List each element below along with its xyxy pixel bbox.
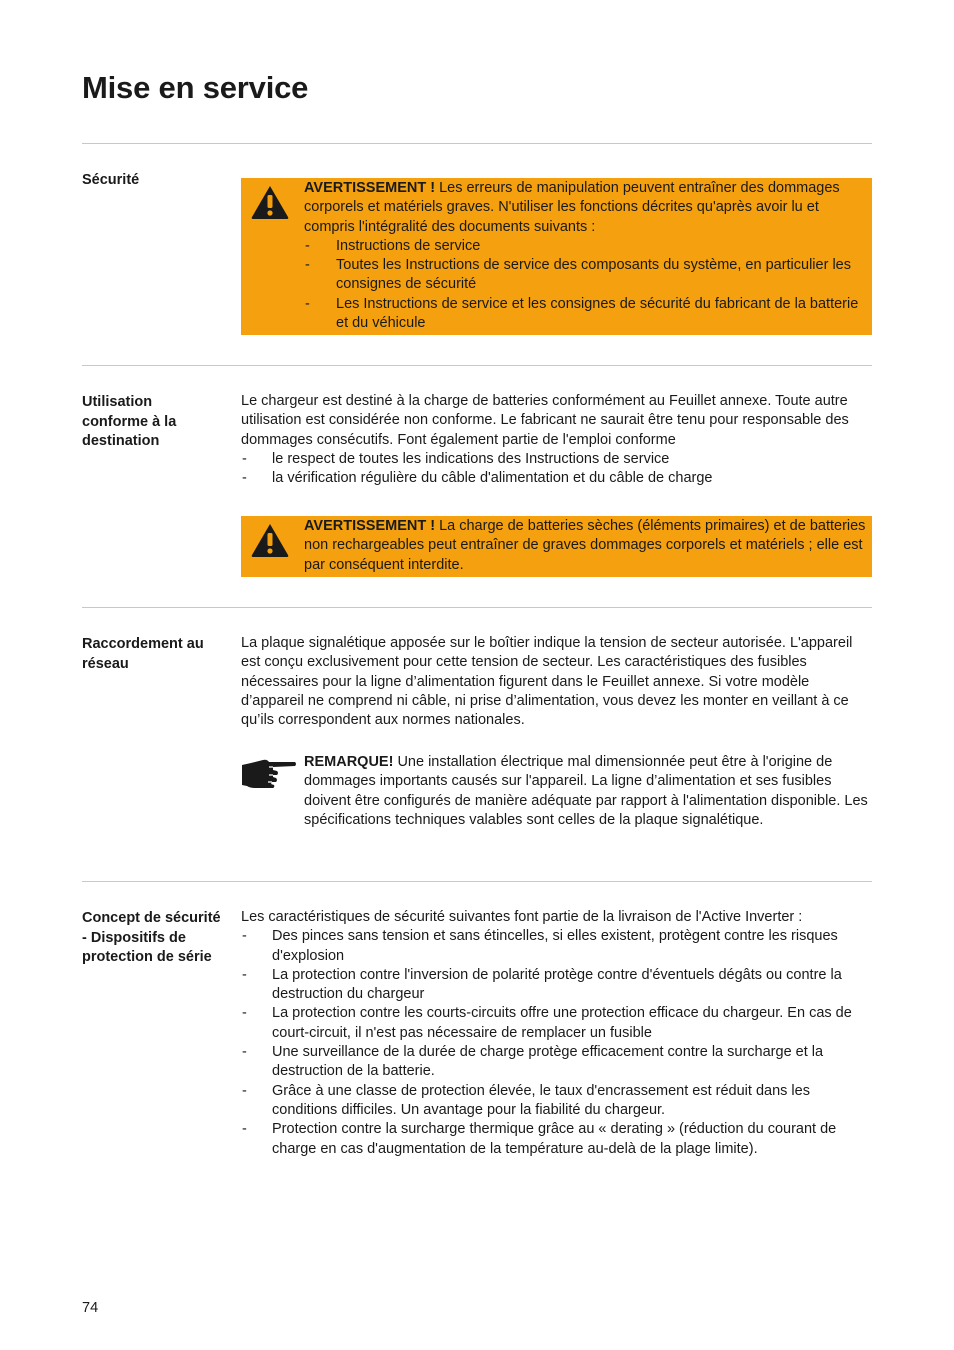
list-item: - le respect de toutes les indications des Instructions de service bbox=[241, 450, 872, 469]
list-item: - Protection contre la surcharge thermique grâce au « derating » (réduction du courant de charge en cas d'augmentation de la température au-delà de la plage limite). bbox=[241, 1120, 872, 1159]
warning-box-securite bbox=[241, 178, 872, 335]
list-item: - Des pinces sans tension et sans étincelles, si elles existent, protègent contre les risques d'explosion bbox=[241, 927, 872, 966]
section-heading-raccordement: Raccordement au réseau bbox=[82, 636, 204, 672]
section-heading-securite: Sécurité bbox=[82, 172, 140, 188]
page-title: Mise en service bbox=[82, 70, 309, 105]
list-item: - Grâce à une classe de protection élevée, le taux d'encrassement est réduit dans les conditions difficiles. Un avantage pour la fiabilité du chargeur. bbox=[241, 1082, 872, 1121]
section-body-concept-securite bbox=[241, 908, 872, 1159]
list-item: - La protection contre l'inversion de polarité protège contre d'éventuels dégâts ou contre la destruction du chargeur bbox=[241, 966, 872, 1005]
list-item: - Les Instructions de service et les consignes de sécurité du fabricant de la batterie et du véhicule bbox=[304, 295, 870, 334]
note-label: REMARQUE! bbox=[304, 754, 394, 770]
paragraph: La plaque signalétique apposée sur le boîtier indique la tension de secteur autorisée. L'appareil est conçu exclusivement pour cette tension de secteur. Les caractéristiques des fusibles nécessaires pour la ligne d’alimentation figurent dans le Feuillet annexe. Si votre modèle d’appareil ne comprend ni câble, ni prise d’alimentation, vous devez les monter en veillant à ce qu’ils correspondent aux normes nationales. bbox=[241, 635, 853, 729]
note-text: Une installation électrique mal dimensionnée peut être à l'origine de dommages importants causés sur l'appareil. La ligne d’alimentation et ses fusibles doivent être configurés de manière adéquate par rapport à l'alimentation disponible. Les spécifications techniques valables sont celles de la plaque signalétique. bbox=[304, 754, 868, 828]
page-number: 74 bbox=[82, 1300, 99, 1316]
bullet-list bbox=[241, 927, 872, 1159]
list-item: - Une surveillance de la durée de charge protège efficacement contre la surcharge et la destruction de la batterie. bbox=[241, 1043, 872, 1082]
section-divider bbox=[82, 143, 872, 144]
section-divider bbox=[82, 881, 872, 882]
section-divider bbox=[82, 607, 872, 608]
warning-label: AVERTISSEMENT ! bbox=[304, 180, 436, 196]
paragraph: Les caractéristiques de sécurité suivantes font partie de la livraison de l'Active Inverter : bbox=[241, 909, 803, 925]
warning-triangle-icon bbox=[250, 522, 290, 558]
section-divider bbox=[82, 365, 872, 366]
list-item: - la vérification régulière du câble d'alimentation et du câble de charge bbox=[241, 469, 872, 488]
warning-list bbox=[304, 237, 870, 333]
note-box-raccordement bbox=[241, 753, 872, 830]
warning-text: Les erreurs de manipulation peuvent entraîner des dommages corporels et matériels graves. N'utiliser les fonctions décrites qu'après avoir lu et compris l'intégralité des documents suivants : bbox=[304, 180, 840, 235]
section-body-utilisation bbox=[241, 392, 872, 488]
section-body-raccordement bbox=[241, 634, 872, 730]
warning-triangle-icon bbox=[250, 184, 290, 220]
section-heading-utilisation: Utilisation conforme à la destination bbox=[82, 394, 177, 449]
pointing-hand-icon bbox=[241, 757, 297, 789]
list-item: - Instructions de service bbox=[304, 237, 870, 256]
warning-text: La charge de batteries sèches (éléments primaires) et de batteries non rechargeables peut entraîner de graves dommages corporels et matériels ; elle est par conséquent interdite. bbox=[304, 518, 866, 573]
list-item: - Toutes les Instructions de service des composants du système, en particulier les consignes de sécurité bbox=[304, 256, 870, 295]
bullet-list bbox=[241, 450, 872, 489]
paragraph: Le chargeur est destiné à la charge de batteries conformément au Feuillet annexe. Toute autre utilisation est considérée non conforme. Le fabricant ne saurait être tenu pour responsable des dommages consécutifs. Font également partie de l'emploi conforme bbox=[241, 393, 849, 448]
section-heading-concept-securite: Concept de sécurité - Dispositifs de protection de série bbox=[82, 910, 221, 965]
list-item: - La protection contre les courts-circuits offre une protection efficace du chargeur. En cas de court-circuit, il n'est pas nécessaire de remplacer un fusible bbox=[241, 1004, 872, 1043]
warning-box-utilisation bbox=[241, 516, 872, 577]
warning-label: AVERTISSEMENT ! bbox=[304, 518, 436, 534]
